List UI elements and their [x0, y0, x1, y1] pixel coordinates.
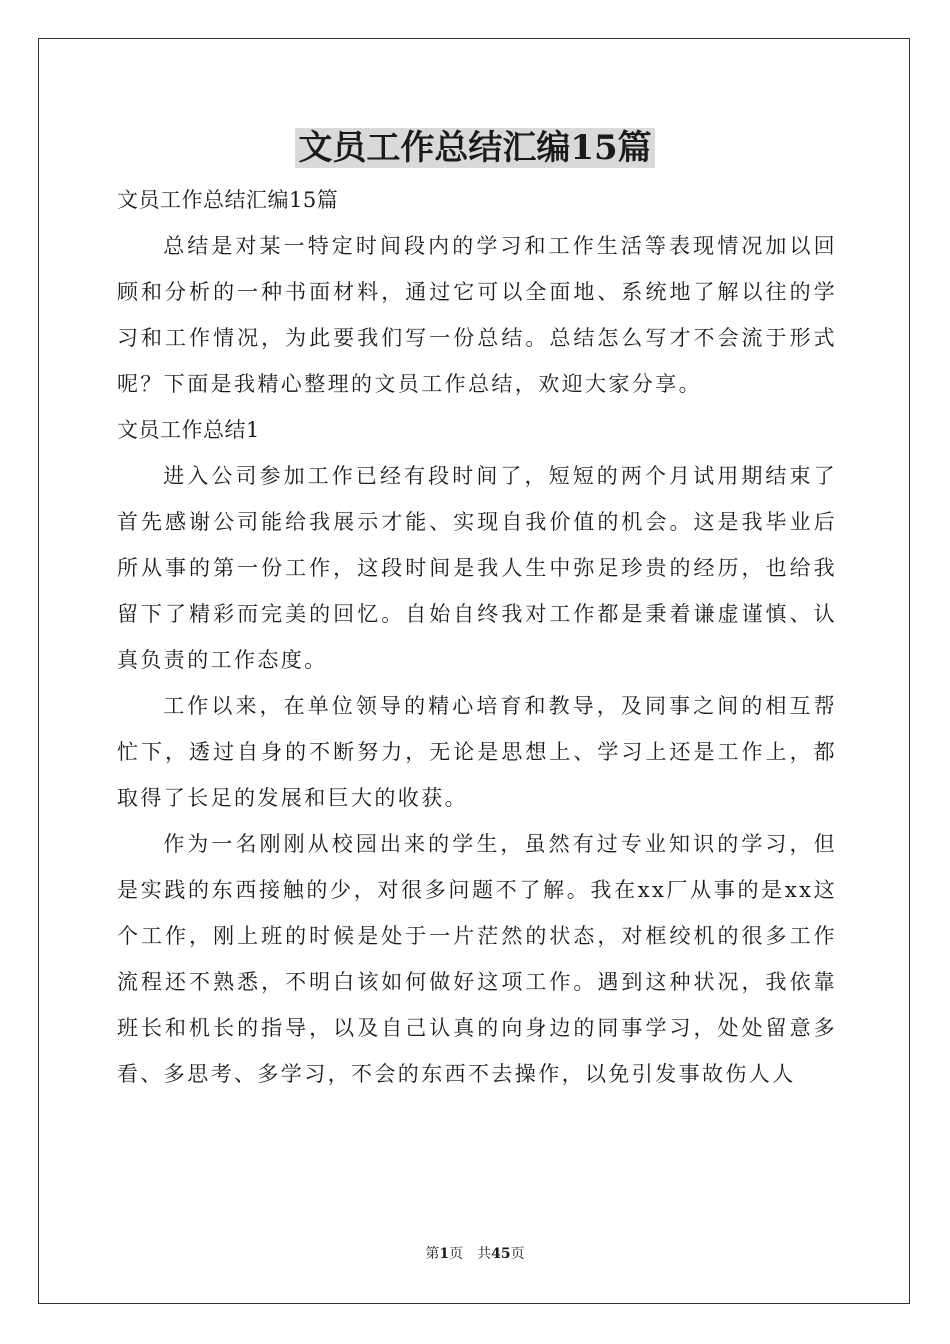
intro-paragraph: 总结是对某一特定时间段内的学习和工作生活等表现情况加以回顾和分析的一种书面材料，通过它可以全面地、系统地了解以往的学习和工作情况，为此要我们写一份总结。总结怎么写才不会流于形式呢？下面是我精心整理的文员工作总结，欢迎大家分享。 [117, 234, 837, 396]
document-title-text: 文员工作总结汇编15篇 [295, 128, 654, 168]
footer-suffix: 页 [510, 1246, 525, 1262]
footer-total-pages: 45 [491, 1246, 511, 1262]
document-title [0, 124, 950, 172]
section-heading: 文员工作总结1 [117, 418, 260, 442]
body-paragraph: 进入公司参加工作已经有段时间了，短短的两个月试用期结束了首先感谢公司能给我展示才能、实现自我价值的机会。这是我毕业后所从事的第一份工作，这段时间是我人生中弥足珍贵的经历，也给我留下了精彩而完美的回忆。自始自终我对工作都是秉着谦虚谨慎、认真负责的工作态度。 [117, 464, 837, 672]
page-footer [0, 1244, 950, 1264]
document-body [117, 177, 837, 1097]
body-paragraph: 作为一名刚刚从校园出来的学生，虽然有过专业知识的学习，但是实践的东西接触的少，对很多问题不了解。我在xx厂从事的是xx这个工作，刚上班的时候是处于一片茫然的状态，对框绞机的很多工作流程还不熟悉，不明白该如何做好这项工作。遇到这种状况，我依靠班长和机长的指导，以及自己认真的向身边的同事学习，处处留意多看、多思考、多学习，不会的东西不去操作，以免引发事故伤人人 [117, 832, 837, 1086]
subtitle-heading: 文员工作总结汇编15篇 [117, 188, 339, 212]
footer-current-page: 1 [439, 1246, 450, 1262]
footer-middle: 页 共 [449, 1246, 492, 1262]
body-paragraph: 工作以来，在单位领导的精心培育和教导，及同事之间的相互帮忙下，透过自身的不断努力，无论是思想上、学习上还是工作上，都取得了长足的发展和巨大的收获。 [117, 694, 837, 810]
footer-prefix: 第 [425, 1246, 440, 1262]
